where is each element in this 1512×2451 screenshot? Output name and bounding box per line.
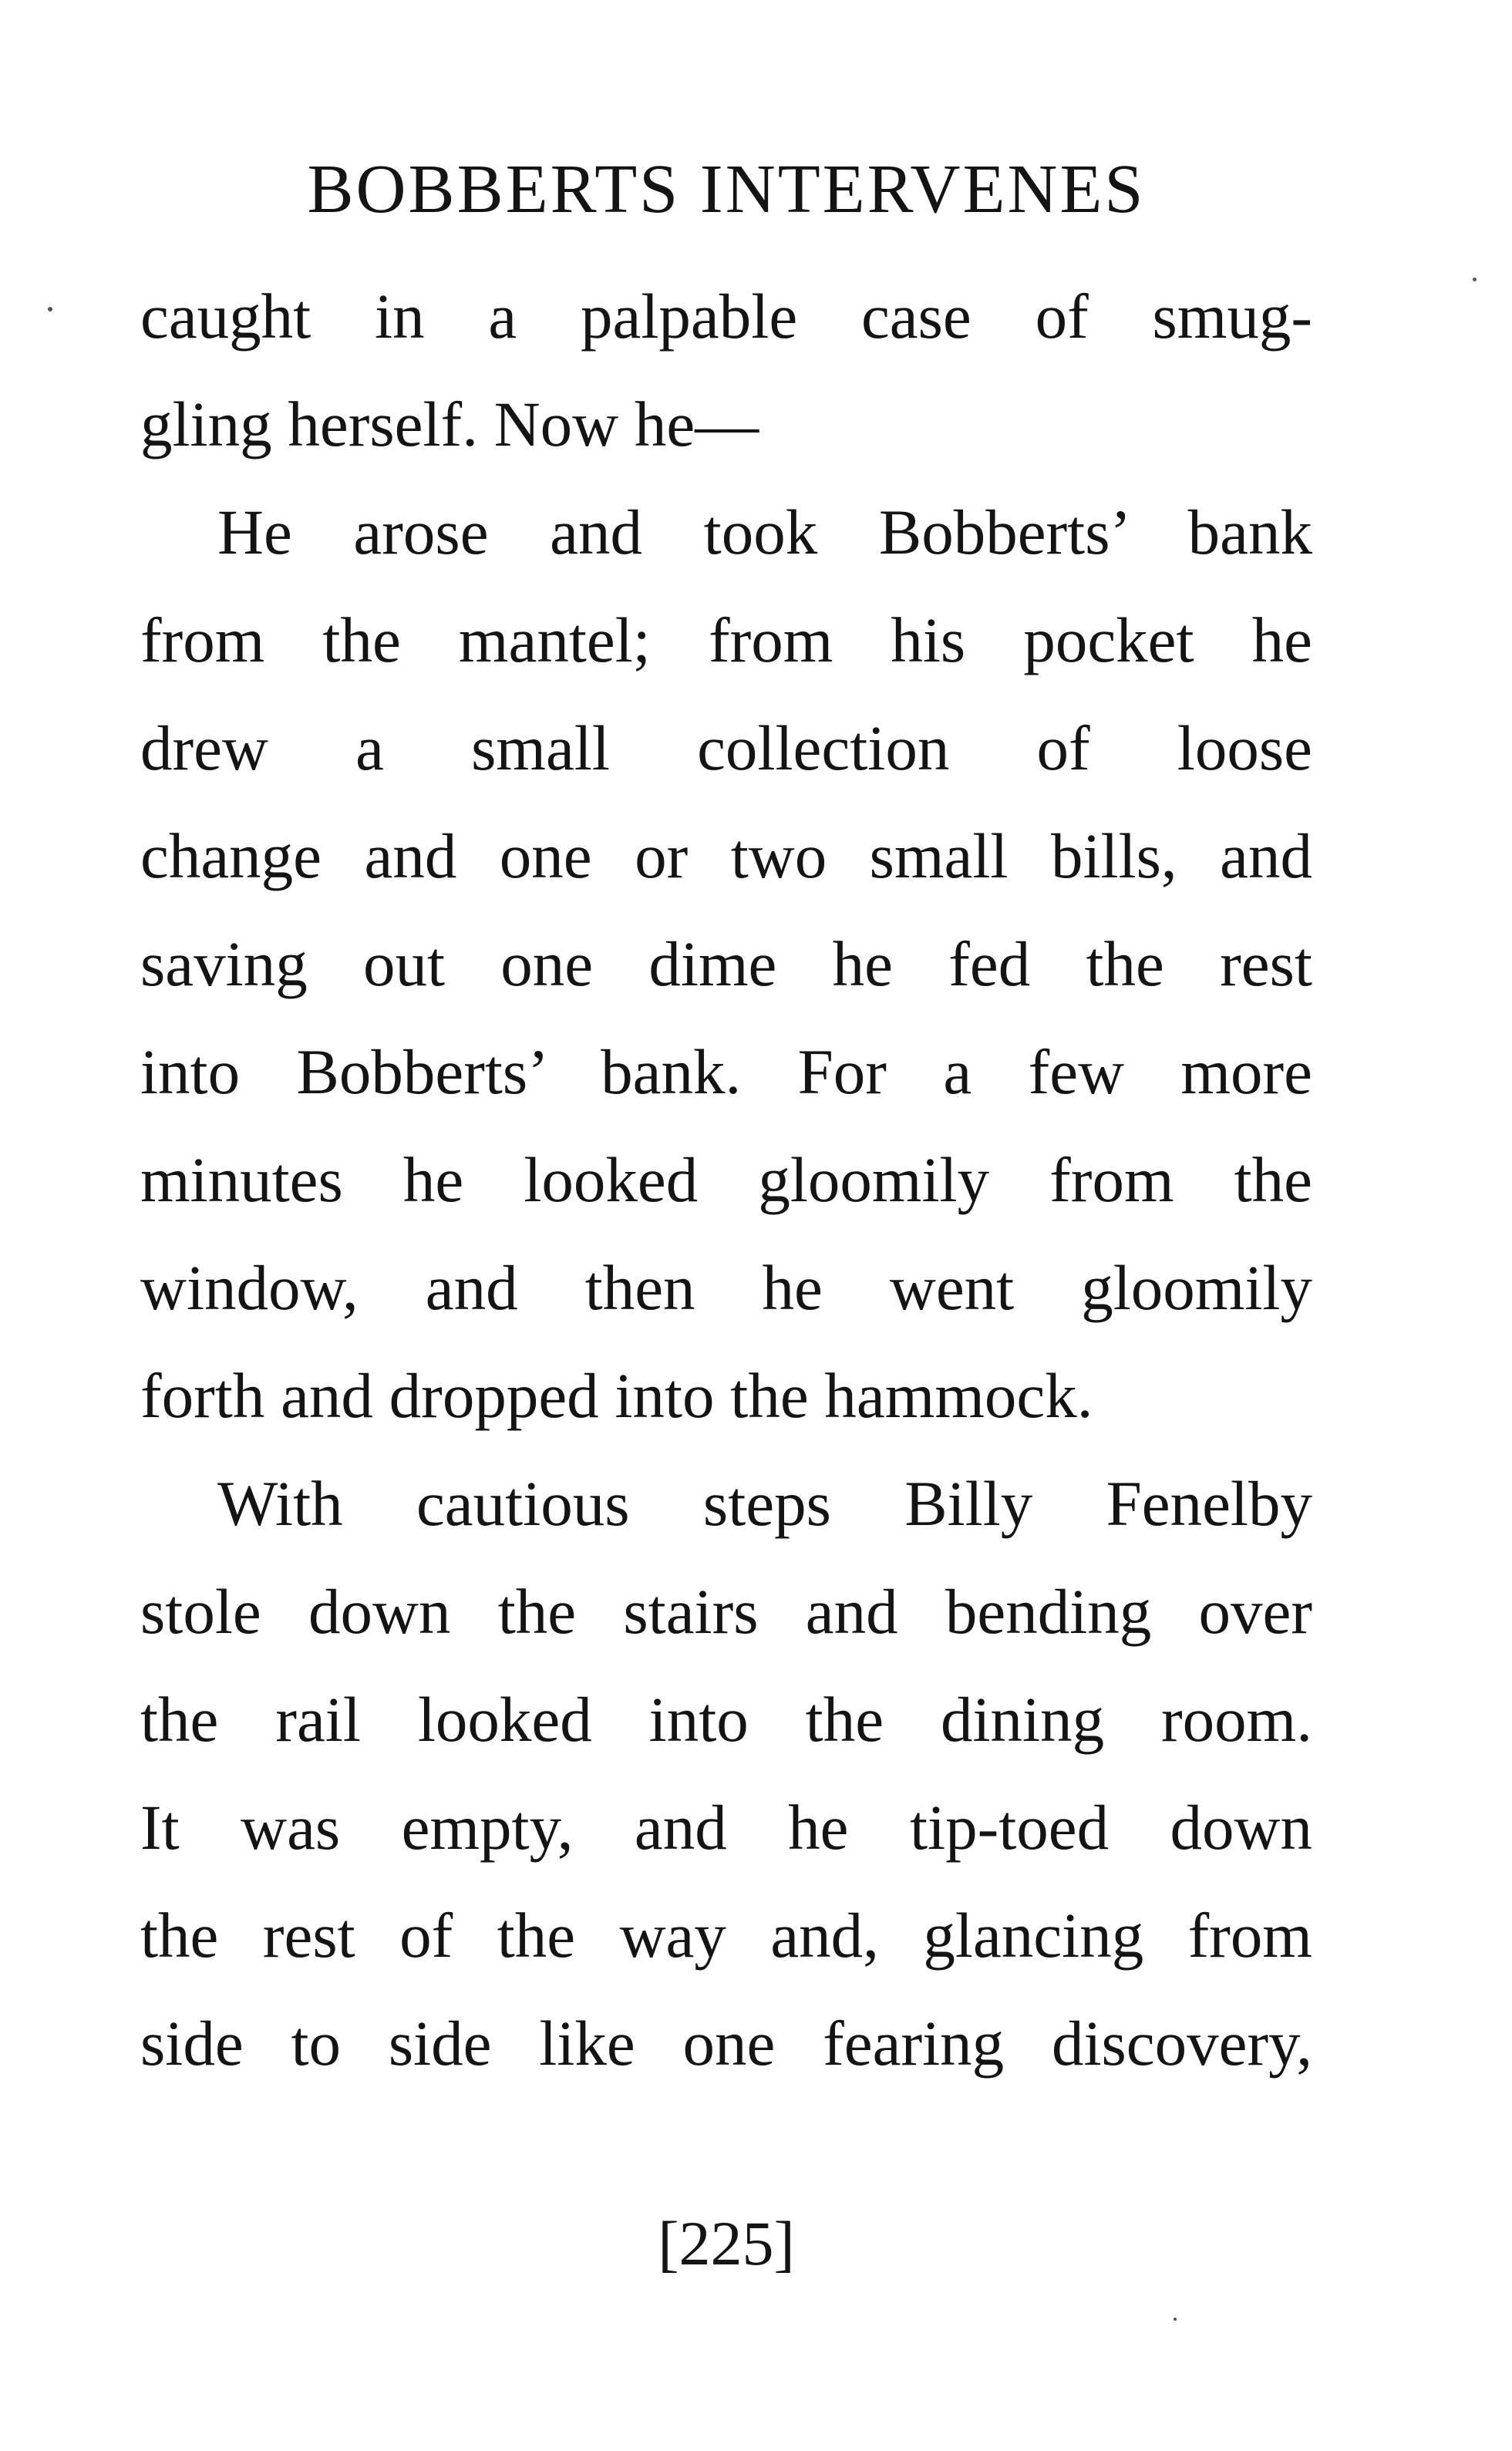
text-line: side to side like one fearing discovery, xyxy=(140,2008,1312,2079)
body-text xyxy=(140,262,1312,2097)
text-line: drew a small collection of loose xyxy=(140,712,1312,783)
text-line: It was empty, and he tip-toed down xyxy=(140,1792,1312,1863)
text-line: forth and dropped into the hammock. xyxy=(140,1360,1093,1431)
text-line: caught in a palpable case of smug- xyxy=(140,281,1312,352)
text-line: window, and then he went gloomily xyxy=(140,1252,1312,1323)
page-number: [225] xyxy=(658,2208,795,2278)
text-line: With cautious steps Billy Fenelby xyxy=(217,1468,1312,1539)
scan-speck xyxy=(48,307,52,311)
text-line: the rest of the way and, glancing from xyxy=(140,1900,1312,1971)
text-line: into Bobberts’ bank. For a few more xyxy=(140,1036,1312,1107)
text-line: minutes he looked gloomily from the xyxy=(140,1144,1312,1215)
text-line: gling herself. Now he— xyxy=(140,389,759,460)
running-head: BOBBERTS INTERVENES xyxy=(307,151,1146,227)
scan-speck xyxy=(1473,278,1477,281)
text-line: the rail looked into the dining room. xyxy=(140,1684,1312,1755)
text-line: He arose and took Bobberts’ bank xyxy=(217,497,1312,567)
text-line: change and one or two small bills, and xyxy=(140,820,1312,891)
text-line: stole down the stairs and bending over xyxy=(140,1576,1312,1647)
text-line: from the mantel; from his pocket he xyxy=(140,604,1312,675)
scan-speck xyxy=(1174,2318,1177,2321)
text-line: saving out one dime he fed the rest xyxy=(140,928,1312,999)
